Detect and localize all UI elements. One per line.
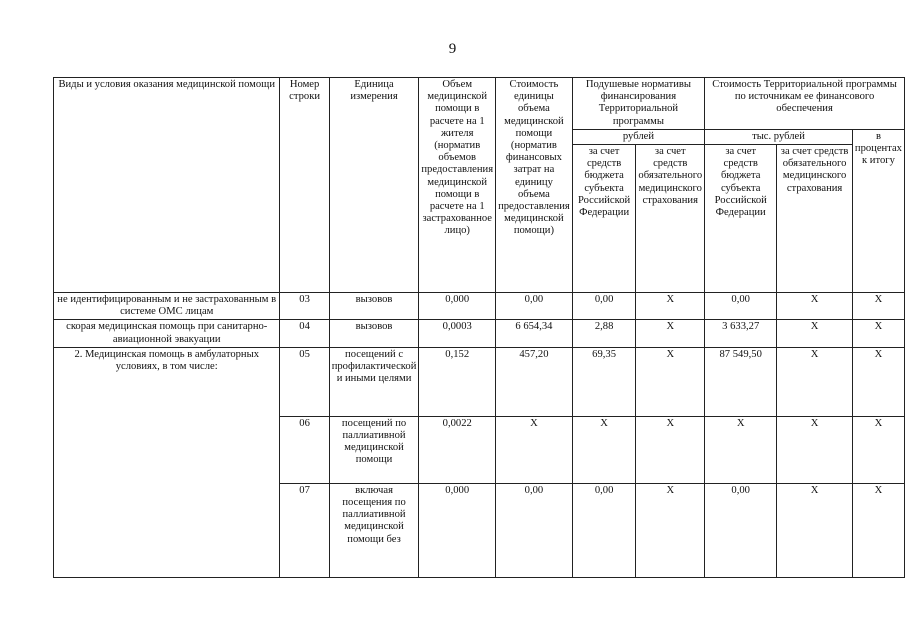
row-oms-total: Х <box>777 416 853 483</box>
row-budget-total: 0,00 <box>705 483 777 577</box>
row-budget-total: 87 549,50 <box>705 347 777 416</box>
table-row <box>54 293 905 320</box>
row-name: не идентифицированным и не застрахованным в системе ОМС лицам <box>54 293 280 320</box>
row-oms-norm: Х <box>636 293 705 320</box>
row-oms-norm: Х <box>636 347 705 416</box>
row-budget-norm: 0,00 <box>572 483 636 577</box>
row-oms-norm: Х <box>636 416 705 483</box>
row-budget-norm: 69,35 <box>572 347 636 416</box>
row-budget-norm: 0,00 <box>572 293 636 320</box>
table-row <box>54 320 905 347</box>
header-rubles-unit: рублей <box>572 129 704 144</box>
header-row-number: Номер строки <box>280 78 329 293</box>
row-percent: Х <box>852 320 904 347</box>
row-unit: посещений с профилактической и иными целями <box>329 347 419 416</box>
row-unit: вызовов <box>329 320 419 347</box>
header-care-type: Виды и условия оказания медицинской помощи <box>54 78 280 293</box>
row-volume: 0,0022 <box>419 416 496 483</box>
row-oms-total: Х <box>777 347 853 416</box>
row-cost: 0,00 <box>496 483 573 577</box>
row-volume: 0,000 <box>419 293 496 320</box>
header-oms-norm: за счет средств обязательного медицинского страхования <box>636 145 705 293</box>
row-budget-total: 0,00 <box>705 293 777 320</box>
row-budget-total: 3 633,27 <box>705 320 777 347</box>
header-oms-total: за счет средств обязательного медицинского страхования <box>777 145 853 293</box>
row-percent: Х <box>852 293 904 320</box>
row-number: 03 <box>280 293 329 320</box>
row-budget-norm: Х <box>572 416 636 483</box>
row-unit: посещений по паллиативной медицинской помощи <box>329 416 419 483</box>
row-percent: Х <box>852 347 904 416</box>
row-number: 05 <box>280 347 329 416</box>
page-number: 9 <box>448 41 457 57</box>
row-cost: 0,00 <box>496 293 573 320</box>
row-volume: 0,152 <box>419 347 496 416</box>
header-unit: Единица измерения <box>329 78 419 293</box>
header-program-cost: Стоимость Территориальной программы по источникам ее финансового обеспечения <box>705 78 905 130</box>
row-cost: Х <box>496 416 573 483</box>
medical-care-table <box>53 77 905 578</box>
table-row <box>54 347 905 416</box>
header-budget-total: за счет средств бюджета субъекта Российской Федерации <box>705 145 777 293</box>
row-oms-norm: Х <box>636 320 705 347</box>
row-cost: 6 654,34 <box>496 320 573 347</box>
row-volume: 0,000 <box>419 483 496 577</box>
row-budget-total: Х <box>705 416 777 483</box>
row-percent: Х <box>852 416 904 483</box>
header-thousand-rubles-unit: тыс. рублей <box>705 129 853 144</box>
header-per-capita-norms: Подушевые нормативы финансирования Территориальной программы <box>572 78 704 130</box>
row-unit: включая посещения по паллиативной медицинской помощи без <box>329 483 419 577</box>
row-number: 06 <box>280 416 329 483</box>
row-number: 04 <box>280 320 329 347</box>
row-unit: вызовов <box>329 293 419 320</box>
row-number: 07 <box>280 483 329 577</box>
row-cost: 457,20 <box>496 347 573 416</box>
row-oms-total: Х <box>777 320 853 347</box>
header-volume: Объем медицинской помощи в расчете на 1 жителя (норматив объемов предоставления медицинской помощи в расчете на 1 застрахованное лицо) <box>419 78 496 293</box>
row-oms-norm: Х <box>636 483 705 577</box>
header-unit-cost: Стоимость единицы объема медицинской помощи (норматив финансовых затрат на единицу объема предоставления медицинской помощи) <box>496 78 573 293</box>
header-budget-norm: за счет средств бюджета субъекта Российской Федерации <box>572 145 636 293</box>
row-name: 2. Медицинская помощь в амбулаторных условиях, в том числе: <box>54 347 280 577</box>
row-volume: 0,0003 <box>419 320 496 347</box>
row-oms-total: Х <box>777 483 853 577</box>
header-percent: в процентах к итогу <box>852 129 904 292</box>
row-oms-total: Х <box>777 293 853 320</box>
row-percent: Х <box>852 483 904 577</box>
row-budget-norm: 2,88 <box>572 320 636 347</box>
row-name: скорая медицинская помощь при санитарно-авиационной эвакуации <box>54 320 280 347</box>
